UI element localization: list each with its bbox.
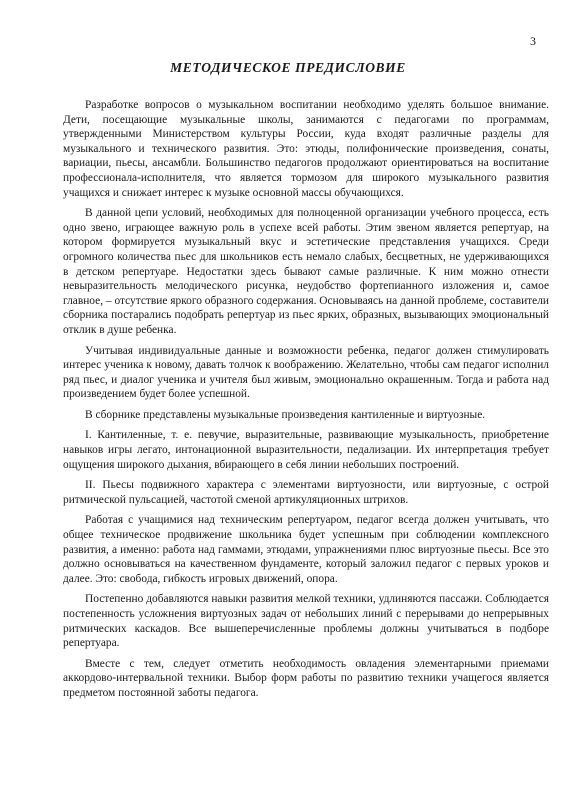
paragraph: II. Пьесы подвижного характера с элементами виртуозности, или виртуозные, с острой ритмической пульсацией, частотой сменой артикуляционных штрихов. [63,479,549,506]
paragraph: I. Кантиленные, т. е. певучие, выразительные, развивающие музыкальность, приобретение навыков игры легато, интонационной выразительности, педализации. Их интерпретация требует ощущения широкого дыхания, вбирающего в себя линии небольших построений. [63,429,549,471]
paragraph: Разработке вопросов о музыкальном воспитании необходимо уделять большое внимание. Дети, посещающие музыкальные школы, занимаются с педагогами по программам, утвержденными Министерством культуры России, куда входят различные разделы для музыкального и технического развития. Это: этюды, полифонические произведения, сонаты, вариации, пьесы, ансамбли. Большинство педагогов продолжают ориентироваться на воспитание профессионала-исполнителя, что является тормозом для широкого музыкального развития учащихся и снижает интерес к музыке основной массы обучающихся. [63,99,549,199]
paragraph: В сборнике представлены музыкальные произведения кантиленные и виртуозные. [85,408,486,421]
page-number: 3 [530,34,536,48]
paragraph: В данной цепи условий, необходимых для полноценной организации учебного процесса, есть одно звено, играющее важную роль в успехе всей работы. Этим звеном является репертуар, на котором формируется музыкальный вкус и эстетические представления учащихся. Среди огромного количества пьес для школьников есть немало слабых, бесцветных, не удерживающихся в детском репертуаре. Недостатки здесь бывают самые различные. К ним можно отнести невыразительность мелодического рисунка, неудобство фортепианного изложения и, самое главное, – отсутствие яркого образного содержания. Основываясь на данной проблеме, составители сборника постарались подобрать репертуар из пьес ярких, образных, вызывающих эмоциональный отклик в душе ребенка. [63,207,549,336]
paragraph: Вместе с тем, следует отметить необходимость овладения элементарными приемами аккордово-интервальной техники. Выбор форм работы по развитию техники учащегося является предметом постоянной заботы педагога. [63,657,549,699]
paragraph: Учитывая индивидуальные данные и возможности ребенка, педагог должен стимулировать интерес ученика к новому, давать толчок к воображению. Желательно, чтобы сам педагог исполнил ряд пьес, и диалог ученика и учителя был живым, эмоционально окрашенным. Тогда и работа над произведением будет более успешной. [63,344,549,401]
paragraph: Постепенно добавляются навыки развития мелкой техники, удлиняются пассажи. Соблюдается постепенность усложнения виртуозных задач от небольших линий с перерывами до непрерывных ритмических каскадов. Все вышеперечисленные проблемы должны учитываться в подборе репертуара. [63,593,549,650]
page-title: МЕТОДИЧЕСКОЕ ПРЕДИСЛОВИЕ [170,60,406,75]
paragraph: Работая с учащимися над техническим репертуаром, педагог всегда должен учитывать, что общее техническое продвижение школьника будет успешным при соблюдении комплексного развития, а именно: работа над гаммами, этюдами, упражнениями плюс виртуозные пьесы. Все это должно основываться на качественном фундаменте, который заложил педагог с первых уроков и далее. Это: свобода, гибкость игровых движений, опора. [63,514,549,585]
body-text [63,98,549,707]
